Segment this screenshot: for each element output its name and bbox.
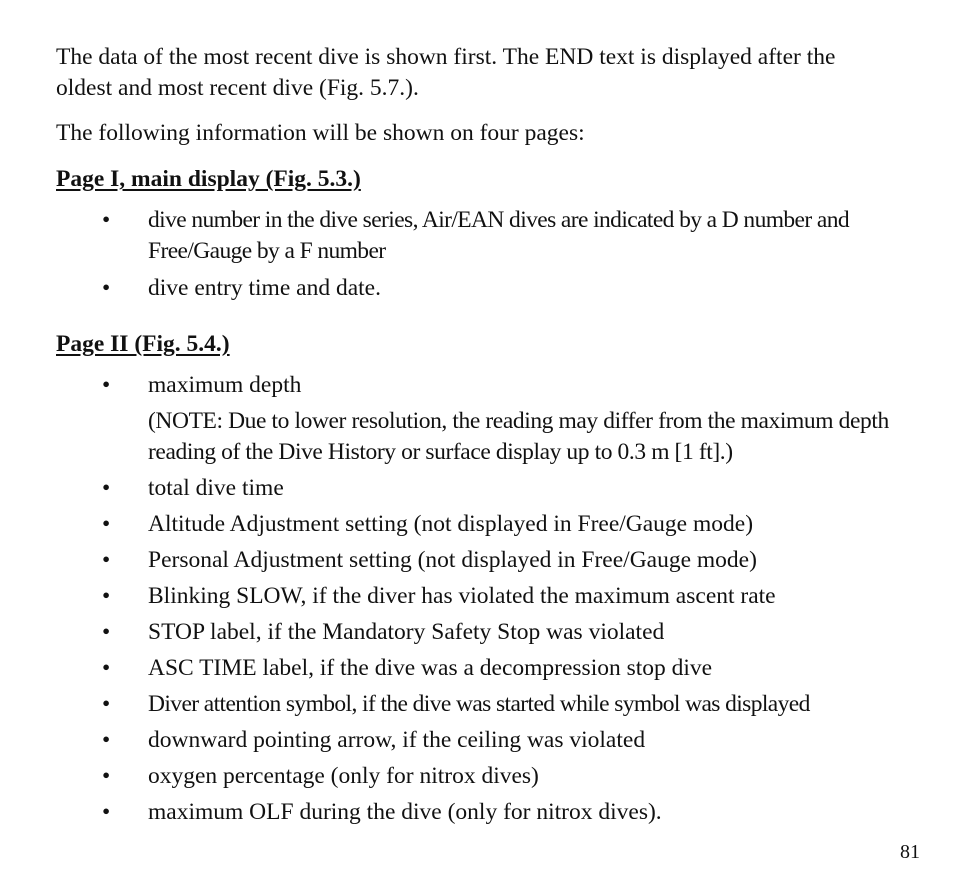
list-item-text: Altitude Adjustment setting (not displayed in Free/Gauge mode)	[148, 511, 754, 537]
bullet-icon: •	[102, 511, 111, 537]
list-item-text: maximum OLF during the dive (only for nitrox dives).	[148, 799, 662, 825]
note-text: (NOTE: Due to lower resolution, the reading may differ from the maximum depth reading of the Dive History or surface display up to 0.3 m [1 ft].)	[148, 408, 889, 465]
bullet-icon: •	[102, 583, 111, 609]
bullet-icon: •	[102, 207, 111, 233]
list-item-text: oxygen percentage (only for nitrox dives)	[148, 763, 539, 789]
section-heading-page-2: Page II (Fig. 5.4.)	[56, 331, 230, 357]
list-item-text: maximum depth	[148, 372, 302, 398]
bullet-icon: •	[102, 619, 111, 645]
section-heading-page-1: Page I, main display (Fig. 5.3.)	[56, 166, 361, 192]
list-item-text: Diver attention symbol, if the dive was started while symbol was displayed	[148, 691, 810, 717]
intro-paragraph: The data of the most recent dive is shown first. The END text is displayed after the oldest and most recent dive (Fig. 5.7.).	[56, 44, 836, 101]
bullet-icon: •	[102, 655, 111, 681]
intro-paragraph-2: The following information will be shown on four pages:	[56, 120, 585, 146]
list-item-text: dive number in the dive series, Air/EAN dives are indicated by a D number and Free/Gauge by a F number	[148, 207, 850, 264]
bullet-icon: •	[102, 275, 111, 301]
list-item-text: downward pointing arrow, if the ceiling was violated	[148, 727, 646, 753]
bullet-icon: •	[102, 727, 111, 753]
list-item-text: dive entry time and date.	[148, 275, 381, 301]
list-item-text: Personal Adjustment setting (not displayed in Free/Gauge mode)	[148, 547, 757, 573]
list-item-text: ASC TIME label, if the dive was a decompression stop dive	[148, 655, 713, 681]
bullet-icon: •	[102, 691, 111, 717]
page-number: 81	[900, 841, 920, 863]
list-item-text: total dive time	[148, 475, 284, 501]
list-item-text: Blinking SLOW, if the diver has violated the maximum ascent rate	[148, 583, 776, 609]
bullet-icon: •	[102, 475, 111, 501]
bullet-icon: •	[102, 763, 111, 789]
bullet-icon: •	[102, 799, 111, 825]
list-item-text: STOP label, if the Mandatory Safety Stop was violated	[148, 619, 665, 645]
bullet-icon: •	[102, 547, 111, 573]
bullet-icon: •	[102, 372, 111, 398]
